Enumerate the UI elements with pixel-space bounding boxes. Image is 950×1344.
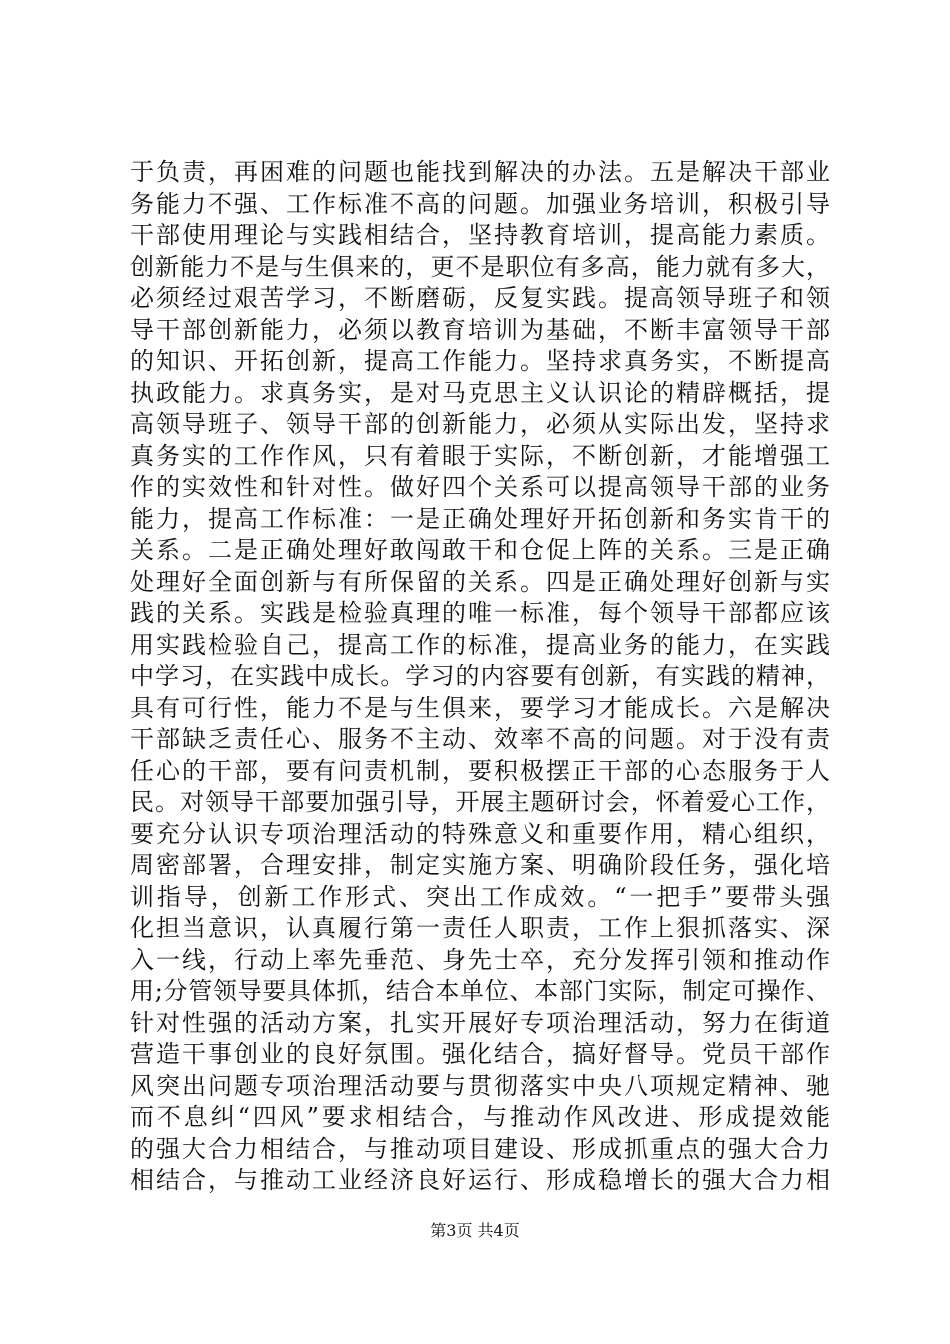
text-line: 执政能力。求真务实，是对马克思主义认识论的精辟概括，提 — [130, 378, 830, 407]
text-line: 中学习，在实践中成长。学习的内容要有创新，有实践的精神， — [130, 662, 830, 690]
text-line: 营造干事创业的良好氛围。强化结合，搞好督导。党员干部作 — [130, 1040, 830, 1068]
text-line: 的知识、开拓创新，提高工作能力。坚持求真务实，不断提高 — [130, 347, 830, 375]
text-line: 要充分认识专项治理活动的特殊意义和重要作用，精心组织， — [130, 819, 830, 848]
text-line: 干部缺乏责任心、服务不主动、效率不高的问题。对于没有责 — [130, 725, 830, 753]
text-line: 相结合，与推动工业经济良好运行、形成稳增长的强大合力相 — [130, 1166, 830, 1194]
text-line: 作的实效性和针对性。做好四个关系可以提高领导干部的业务 — [130, 473, 830, 501]
text-line: 入一线，行动上率先垂范、身先士卒，充分发挥引领和推动作 — [130, 945, 830, 974]
text-line: 高领导班子、领导干部的创新能力，必须从实际出发，坚持求 — [130, 410, 830, 438]
text-line: 用;分管领导要具体抓，结合本单位、本部门实际，制定可操作、 — [130, 977, 830, 1005]
text-line: 关系。二是正确处理好敢闯敢干和仓促上阵的关系。三是正确 — [130, 536, 830, 564]
text-line: 周密部署，合理安排，制定实施方案、明确阶段任务，强化培 — [130, 851, 830, 879]
text-line: 而不息纠“四风”要求相结合，与推动作风改进、形成提效能 — [130, 1103, 830, 1131]
text-line: 干部使用理论与实践相结合，坚持教育培训，提高能力素质。 — [130, 221, 830, 249]
text-line: 任心的干部，要有问责机制，要积极摆正干部的心态服务于人 — [130, 756, 830, 785]
text-line: 具有可行性，能力不是与生俱来，要学习才能成长。六是解决 — [130, 693, 830, 722]
text-line: 风突出问题专项治理活动要与贯彻落实中央八项规定精神、驰 — [130, 1071, 830, 1100]
text-line: 务能力不强、工作标准不高的问题。加强业务培训，积极引导 — [130, 189, 830, 218]
text-line: 处理好全面创新与有所保留的关系。四是正确处理好创新与实 — [130, 567, 830, 596]
text-line: 针对性强的活动方案，扎实开展好专项治理活动，努力在街道 — [130, 1008, 830, 1037]
text-line: 必须经过艰苦学习，不断磨砺，反复实践。提高领导班子和领 — [130, 284, 830, 312]
text-line: 能力，提高工作标准：一是正确处理好开拓创新和务实肯干的 — [130, 504, 830, 533]
text-line: 化担当意识，认真履行第一责任人职责，工作上狠抓落实、深 — [130, 914, 830, 942]
text-line: 于负责，再困难的问题也能找到解决的办法。五是解决干部业 — [130, 158, 830, 186]
text-line: 导干部创新能力，必须以教育培训为基础，不断丰富领导干部 — [130, 315, 830, 344]
text-line: 训指导，创新工作形式、突出工作成效。“一把手”要带头强 — [130, 882, 830, 911]
page-footer: 第3页 共4页 — [430, 1221, 520, 1240]
body-text — [130, 157, 830, 1197]
text-line: 践的关系。实践是检验真理的唯一标准，每个领导干部都应该 — [130, 599, 830, 627]
text-line: 用实践检验自己，提高工作的标准，提高业务的能力，在实践 — [130, 630, 830, 659]
text-line: 的强大合力相结合，与推动项目建设、形成抓重点的强大合力 — [130, 1134, 830, 1163]
text-line: 创新能力不是与生俱来的，更不是职位有多高，能力就有多大， — [130, 252, 830, 281]
text-line: 民。对领导干部要加强引导，开展主题研讨会，怀着爱心工作， — [130, 788, 830, 816]
text-line: 真务实的工作作风，只有着眼于实际，不断创新，才能增强工 — [130, 441, 830, 470]
